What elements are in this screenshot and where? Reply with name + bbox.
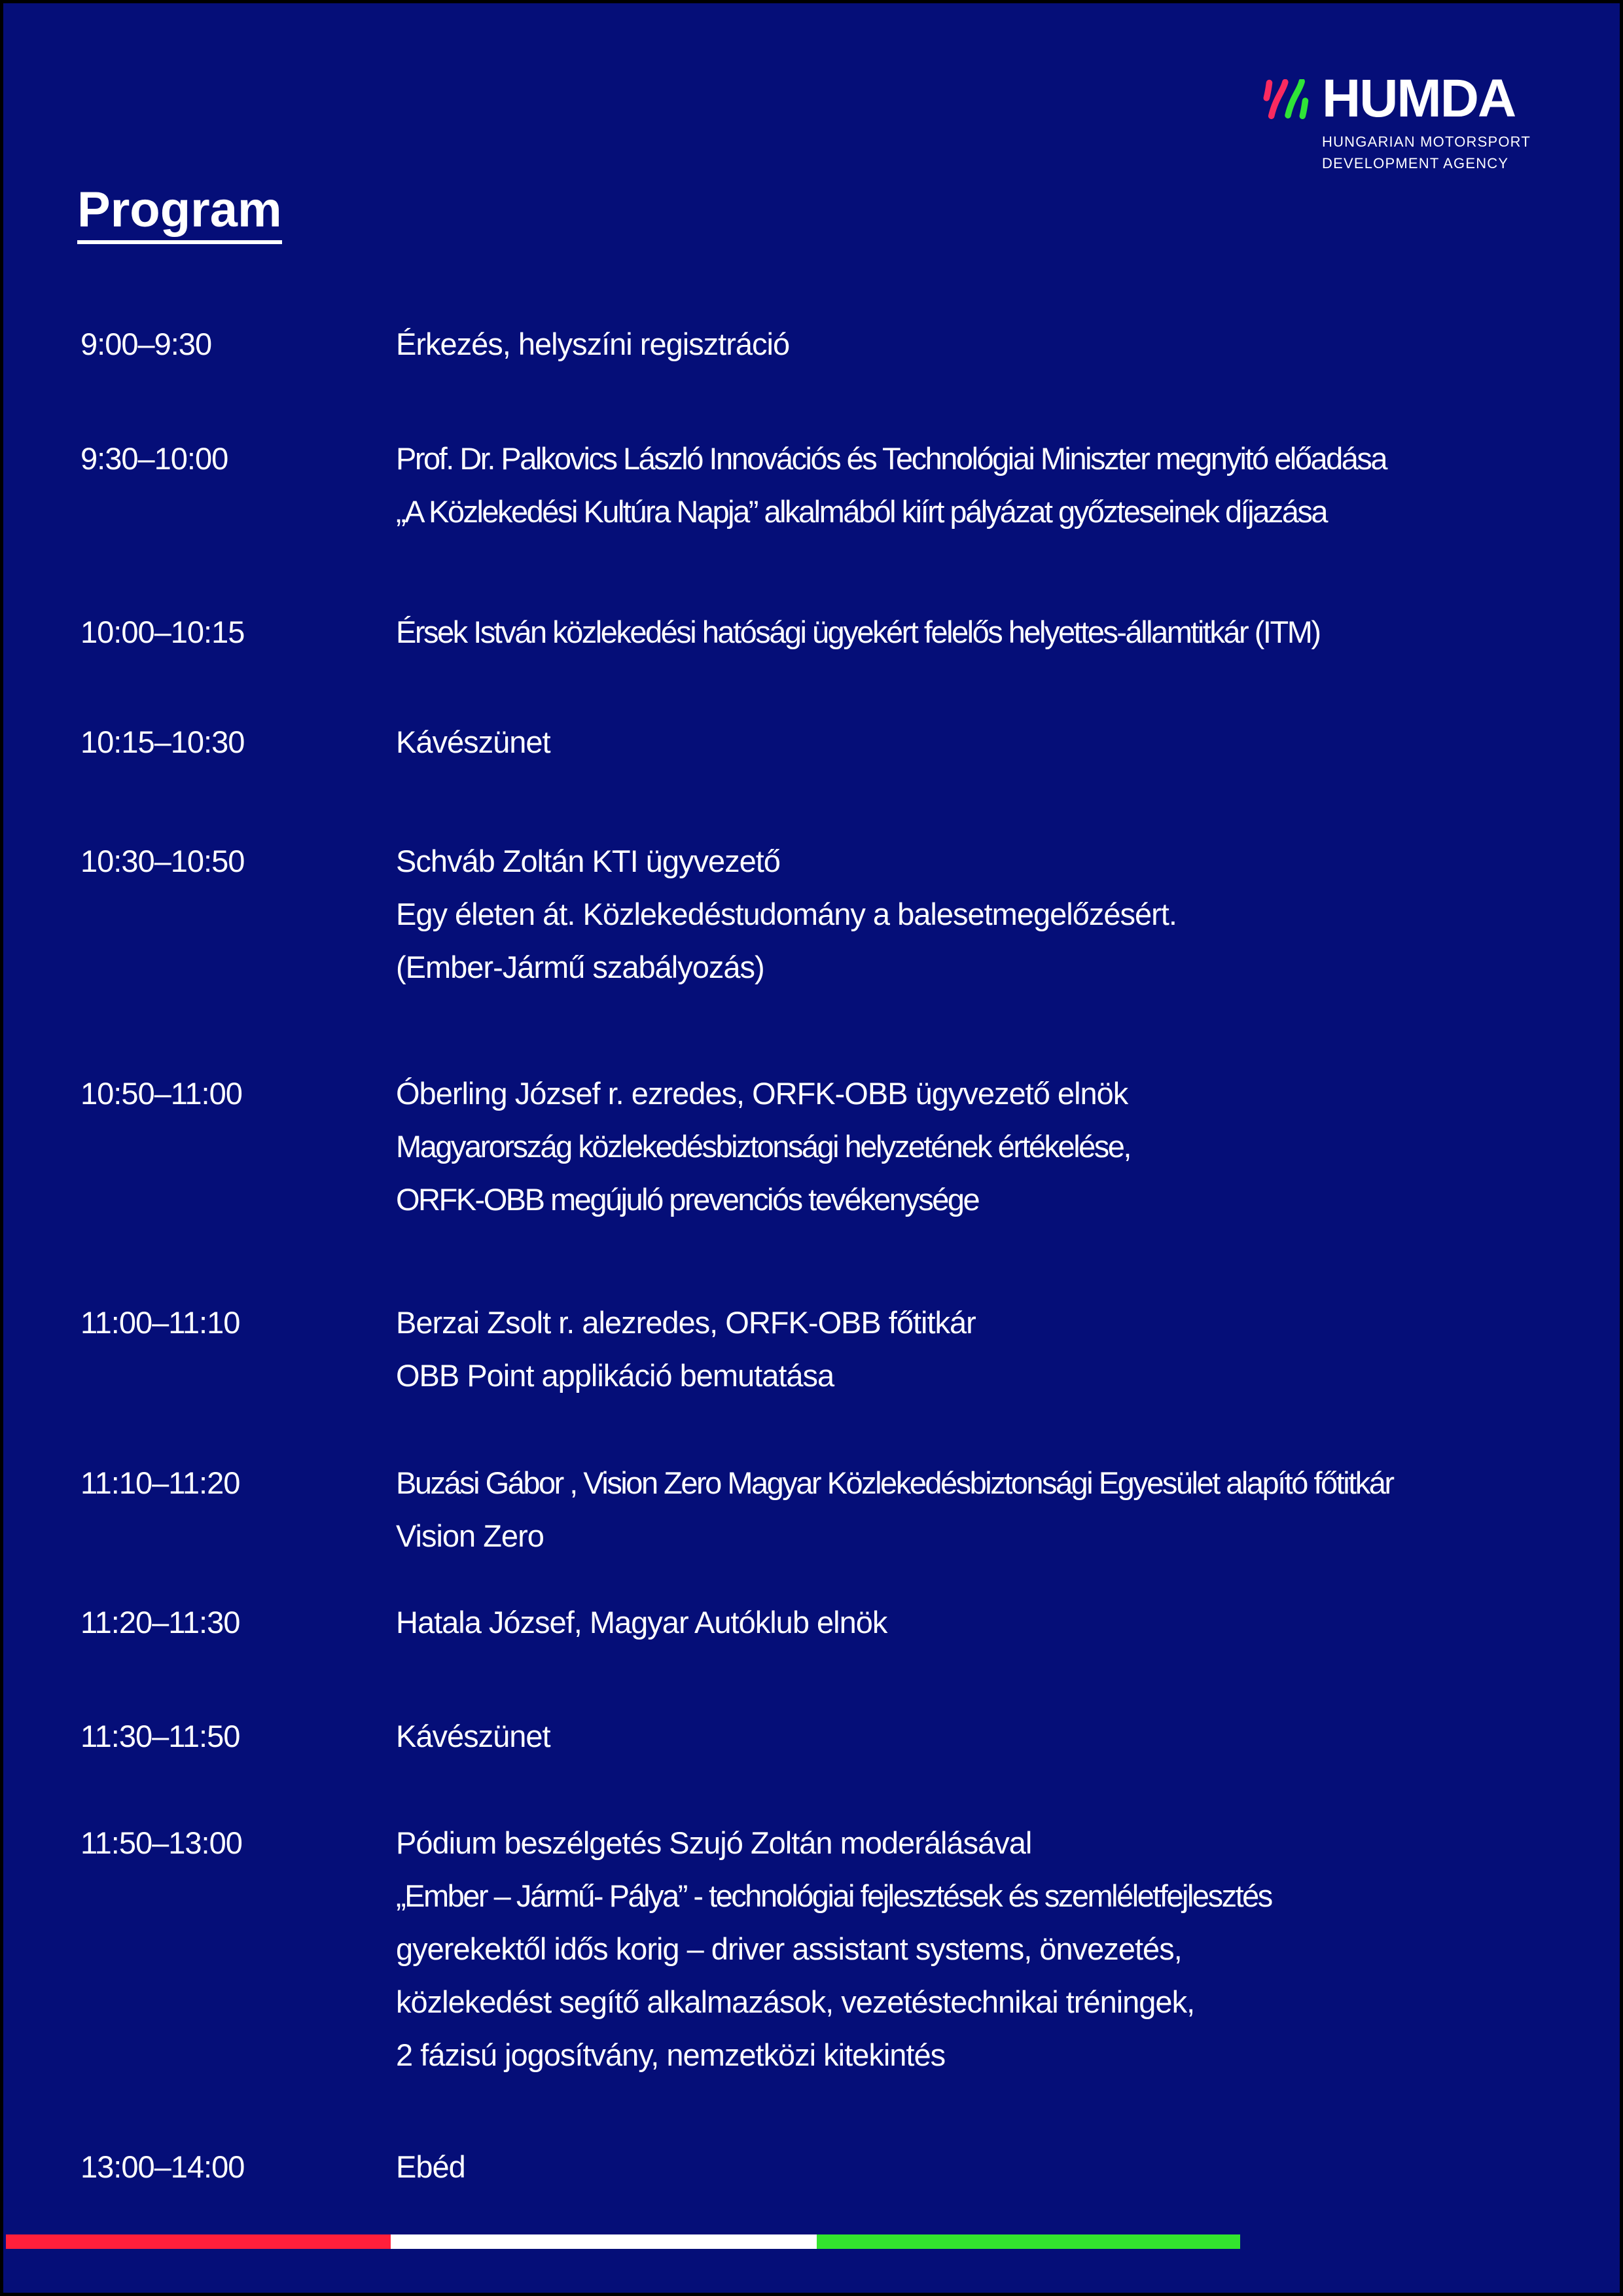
- humda-logo-text: [1322, 69, 1531, 174]
- event-description: [396, 1463, 1594, 1569]
- event-line: OBB Point applikáció bemutatása: [396, 1358, 834, 1393]
- event-description: [396, 612, 1594, 665]
- event-line: Prof. Dr. Palkovics László Innovációs és Technológiai Miniszter megnyitó előadása: [396, 441, 1386, 476]
- event-line: Érsek István közlekedési hatósági ügyekért felelős helyettes-államtitkár (ITM): [396, 615, 1320, 649]
- schedule-row: [80, 439, 1594, 545]
- schedule-row: [80, 1073, 1594, 1232]
- event-description: [396, 722, 1594, 775]
- event-line: Vision Zero: [396, 1518, 544, 1554]
- schedule-row: [80, 1602, 1594, 1655]
- event-line: Buzási Gábor , Vision Zero Magyar Közlekedésbiztonsági Egyesület alapító főtitkár: [396, 1465, 1393, 1500]
- schedule-row: [80, 722, 1594, 775]
- schedule-row: [80, 1716, 1594, 1769]
- time-range: 13:00–14:00: [80, 2149, 245, 2184]
- event-line: Egy életen át. Közlekedéstudomány a balesetmegelőzésért.: [396, 897, 1177, 932]
- event-description: [396, 324, 1594, 377]
- event-line: Schváb Zoltán KTI ügyvezető: [396, 844, 780, 878]
- humda-subtitle-line2: DEVELOPMENT AGENCY: [1322, 155, 1509, 172]
- event-line: Kávészünet: [396, 725, 550, 759]
- time-range: 11:20–11:30: [80, 1605, 240, 1640]
- event-description: [396, 1823, 1594, 2088]
- event-description: [396, 841, 1594, 1000]
- stripe-white-segment: [391, 2234, 817, 2249]
- time-range: 9:30–10:00: [80, 441, 228, 476]
- event-line: Érkezés, helyszíni regisztráció: [396, 327, 790, 361]
- event-line: Ebéd: [396, 2149, 465, 2184]
- stripe-red-segment: [6, 2234, 391, 2249]
- event-line: Pódium beszélgetés Szujó Zoltán moderálásával: [396, 1825, 1032, 1860]
- time-range: 10:30–10:50: [80, 844, 245, 878]
- event-line: „A Közlekedési Kultúra Napja” alkalmából kiírt pályázat győzteseinek díjazása: [396, 494, 1327, 529]
- schedule-row: [80, 1463, 1594, 1569]
- time-range: 10:15–10:30: [80, 725, 245, 759]
- event-line: Hatala József, Magyar Autóklub elnök: [396, 1605, 887, 1640]
- event-line: ORFK-OBB megújuló prevenciós tevékenysége: [396, 1182, 979, 1217]
- event-description: [396, 1302, 1594, 1408]
- event-description: [396, 1716, 1594, 1769]
- time-range: 10:50–11:00: [80, 1076, 242, 1111]
- humda-logo-mark-icon: [1263, 79, 1311, 122]
- event-line: „Ember – Jármű- Pálya” - technológiai fejlesztések és szemléletfejlesztés: [396, 1878, 1272, 1914]
- event-line: 2 fázisú jogosítvány, nemzetközi kitekintés: [396, 2037, 946, 2073]
- footer-tricolor-stripe: [6, 2234, 1240, 2249]
- schedule-row: [80, 612, 1594, 665]
- event-description: [396, 1602, 1594, 1655]
- time-range: 11:30–11:50: [80, 1719, 240, 1753]
- event-line: Kávészünet: [396, 1719, 550, 1753]
- schedule-row: [80, 324, 1594, 377]
- time-range: 9:00–9:30: [80, 327, 212, 361]
- schedule-row: [80, 1823, 1594, 2088]
- page-title: Program: [77, 185, 282, 244]
- humda-wordmark: HUMDA: [1322, 69, 1516, 128]
- event-description: [396, 2147, 1594, 2200]
- event-line: Óberling József r. ezredes, ORFK-OBB ügyvezető elnök: [396, 1076, 1128, 1111]
- stripe-green-segment: [817, 2234, 1240, 2249]
- event-line: (Ember-Jármű szabályozás): [396, 950, 764, 985]
- humda-logo: [1263, 69, 1531, 174]
- humda-subtitle-line1: HUNGARIAN MOTORSPORT: [1322, 134, 1531, 151]
- time-range: 11:10–11:20: [80, 1465, 240, 1500]
- schedule-row: [80, 1302, 1594, 1408]
- event-line: gyerekektől idős korig – driver assistant systems, önvezetés,: [396, 1931, 1182, 1967]
- event-description: [396, 1073, 1594, 1232]
- time-range: 11:00–11:10: [80, 1305, 240, 1340]
- event-line: Magyarország közlekedésbiztonsági helyzetének értékelése,: [396, 1129, 1130, 1164]
- time-range: 10:00–10:15: [80, 615, 245, 649]
- schedule-row: [80, 841, 1594, 1000]
- time-range: 11:50–13:00: [80, 1825, 242, 1860]
- event-line: közlekedést segítő alkalmazások, vezetéstechnikai tréningek,: [396, 1984, 1195, 2020]
- event-line: Berzai Zsolt r. alezredes, ORFK-OBB főtitkár: [396, 1305, 976, 1340]
- schedule-row: [80, 2147, 1594, 2200]
- event-description: [396, 439, 1594, 545]
